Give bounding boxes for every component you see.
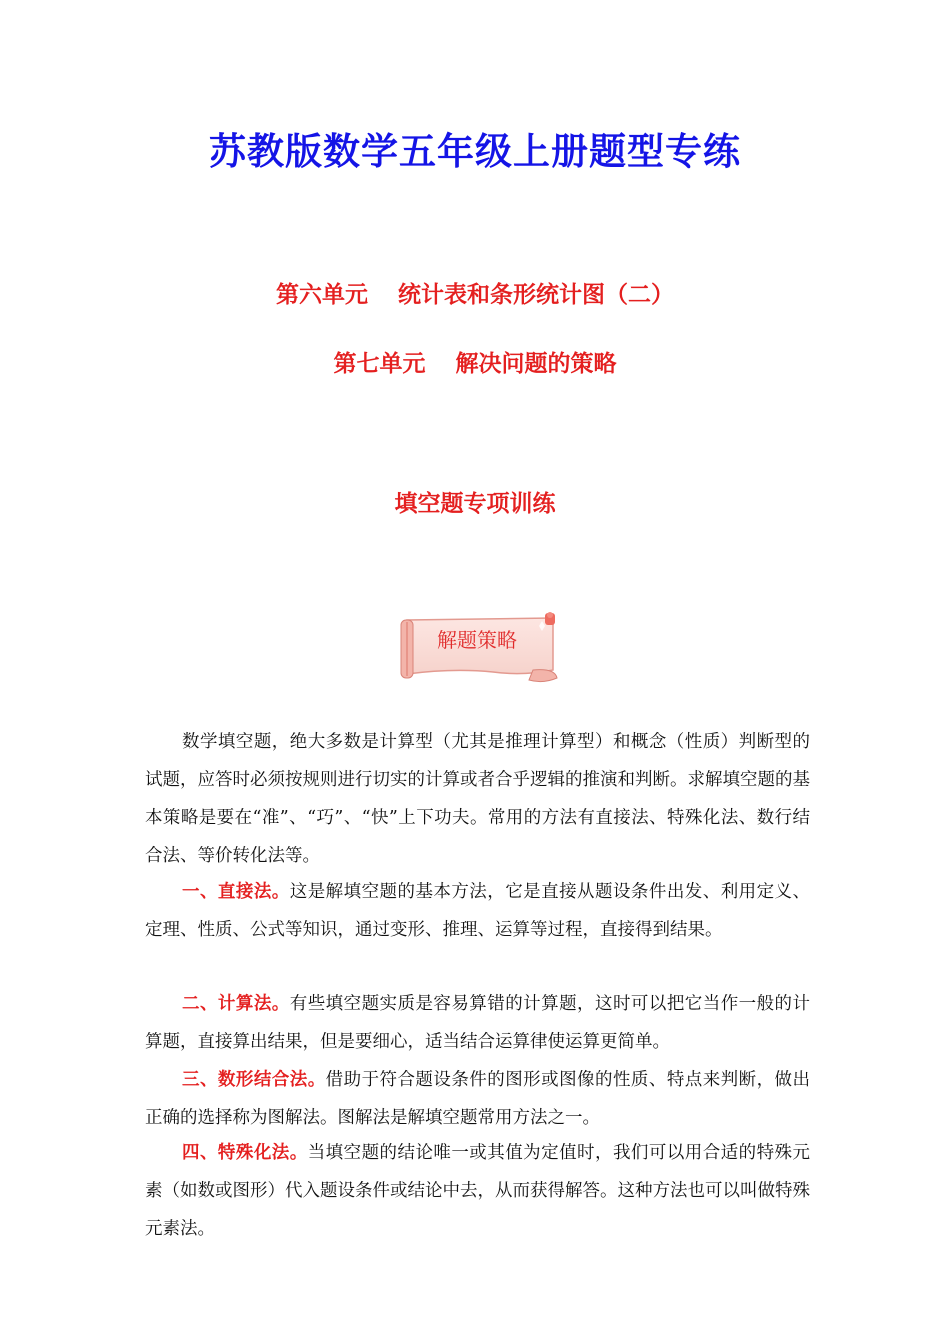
method-heading: 一、直接法。 <box>182 881 290 902</box>
section-subtitle: 填空题专项训练 <box>394 491 556 517</box>
method-heading: 三、数形结合法。 <box>182 1069 326 1090</box>
strategy-scroll-banner <box>393 610 563 686</box>
method-text: 借助于符合题设条件的图形或图像的性质、特点来判断，做出正确的选择称为图解法。图解法是解填空题常用方法之一。 <box>145 1069 811 1128</box>
method-text: 这是解填空题的基本方法，它是直接从题设条件出发、利用定义、定理、性质、公式等知识，通过变形、推理、运算等过程，直接得到结果。 <box>145 881 811 940</box>
unit-name: 解决问题的策略 <box>455 351 617 377</box>
method-text: 有些填空题实质是容易算错的计算题，这时可以把它当作一般的计算题，直接算出结果，但是要细心，适当结合运算律使运算更简单。 <box>145 993 811 1052</box>
method-heading: 二、计算法。 <box>182 993 290 1014</box>
unit-six-heading <box>0 279 950 311</box>
method-paragraph <box>145 1134 810 1248</box>
unit-seven-heading <box>0 348 950 380</box>
page-title: 苏教版数学五年级上册题型专练 <box>209 130 741 173</box>
intro-paragraph: 数学填空题，绝大多数是计算型（尤其是推理计算型）和概念（性质）判断型的试题，应答时必须按规则进行切实的计算或者合乎逻辑的推演和判断。求解填空题的基本策略是要在“准”、“巧”、“快”上下功夫。常用的方法有直接法、特殊化法、数行结合法、等价转化法等。 <box>145 731 810 866</box>
method-text: 当填空题的结论唯一或其值为定值时，我们可以用合适的特殊元素（如数或图形）代入题设条件或结论中去，从而获得解答。这种方法也可以叫做特殊元素法。 <box>145 1142 811 1239</box>
method-paragraph <box>145 873 810 949</box>
unit-name: 统计表和条形统计图（二） <box>398 282 674 308</box>
strategy-label: 解题策略 <box>437 628 517 652</box>
method-heading: 四、特殊化法。 <box>182 1142 308 1163</box>
method-paragraph <box>145 1061 810 1137</box>
method-paragraph <box>145 985 810 1061</box>
unit-number: 第六单元 <box>276 282 368 308</box>
unit-number: 第七单元 <box>333 351 426 377</box>
